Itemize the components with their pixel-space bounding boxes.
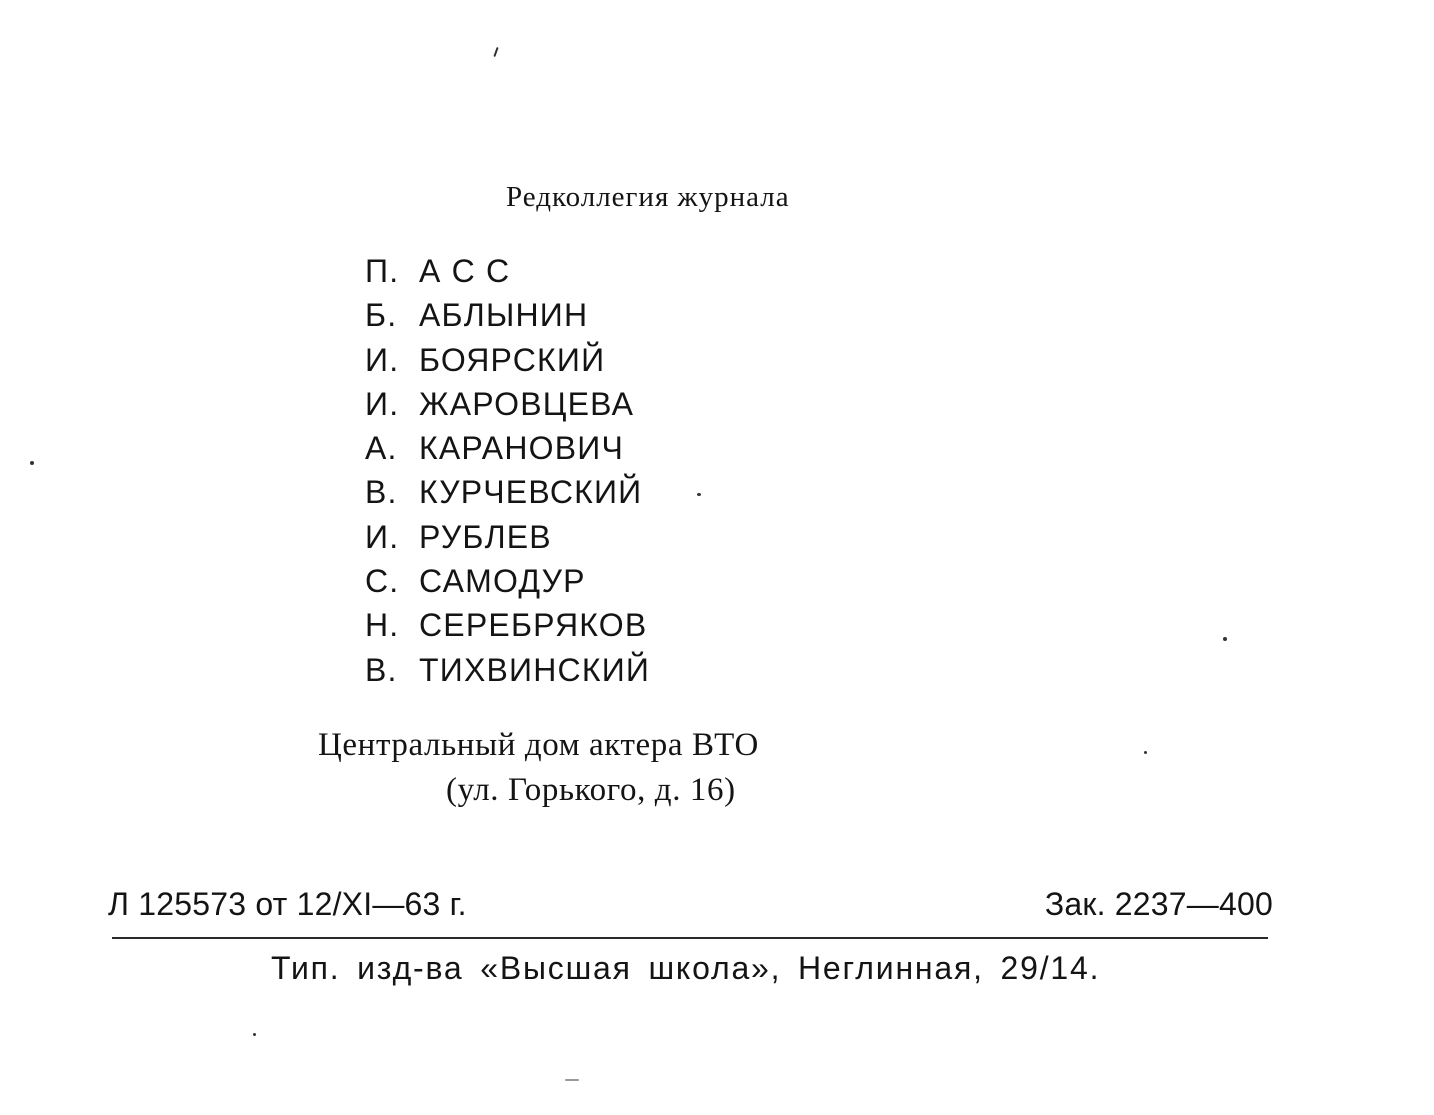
editorial-board-list	[365, 249, 650, 692]
member-surname: АБЛЫНИН	[419, 297, 589, 334]
list-item	[365, 249, 650, 293]
member-surname: ЖАРОВЦЕВА	[419, 385, 635, 422]
member-initial: В.	[365, 474, 398, 511]
horizontal-rule	[112, 937, 1268, 939]
scan-speck	[1223, 637, 1227, 641]
member-initial: И.	[365, 518, 400, 555]
printer-imprint: Тип. изд-ва «Высшая школа», Неглинная, 29/14.	[271, 950, 1101, 986]
scan-speck	[1144, 751, 1147, 754]
member-initial: Н.	[365, 607, 400, 644]
list-item	[365, 559, 650, 603]
list-item	[365, 338, 650, 382]
member-surname: КУРЧЕВСКИЙ	[419, 474, 643, 511]
member-initial: Б.	[365, 297, 398, 334]
list-item	[365, 293, 650, 337]
member-surname: БОЯРСКИЙ	[419, 341, 606, 378]
scan-speck	[697, 493, 701, 496]
member-initial: И.	[365, 341, 400, 378]
member-initial: П.	[365, 253, 400, 289]
scan-speck	[565, 1079, 579, 1081]
scan-speck	[30, 461, 34, 465]
member-initial: А.	[365, 430, 398, 467]
member-surname: ТИХВИНСКИЙ	[419, 651, 651, 688]
order-number: Зак. 2237—400	[1044, 886, 1273, 922]
list-item	[365, 382, 650, 426]
member-initial: И.	[365, 385, 400, 422]
member-initial: С.	[365, 563, 400, 600]
list-item	[365, 470, 650, 514]
member-surname: А С С	[419, 253, 511, 289]
license-number: Л 125573 от 12/XI—63 г.	[108, 886, 467, 922]
editorial-board-heading: Редколлегия журнала	[506, 181, 790, 213]
address-street: (ул. Горького, д. 16)	[446, 772, 736, 808]
scan-speck	[253, 1033, 256, 1036]
list-item	[365, 515, 650, 559]
list-item	[365, 648, 650, 692]
member-initial: В.	[365, 651, 398, 688]
scan-speck	[493, 47, 498, 57]
member-surname: СЕРЕБРЯКОВ	[419, 607, 648, 644]
member-surname: КАРАНОВИЧ	[419, 430, 625, 467]
list-item	[365, 426, 650, 470]
member-surname: САМОДУР	[419, 563, 586, 600]
address-organization: Центральный дом актера ВТО	[318, 727, 759, 763]
member-surname: РУБЛЕВ	[419, 518, 552, 555]
list-item	[365, 603, 650, 647]
